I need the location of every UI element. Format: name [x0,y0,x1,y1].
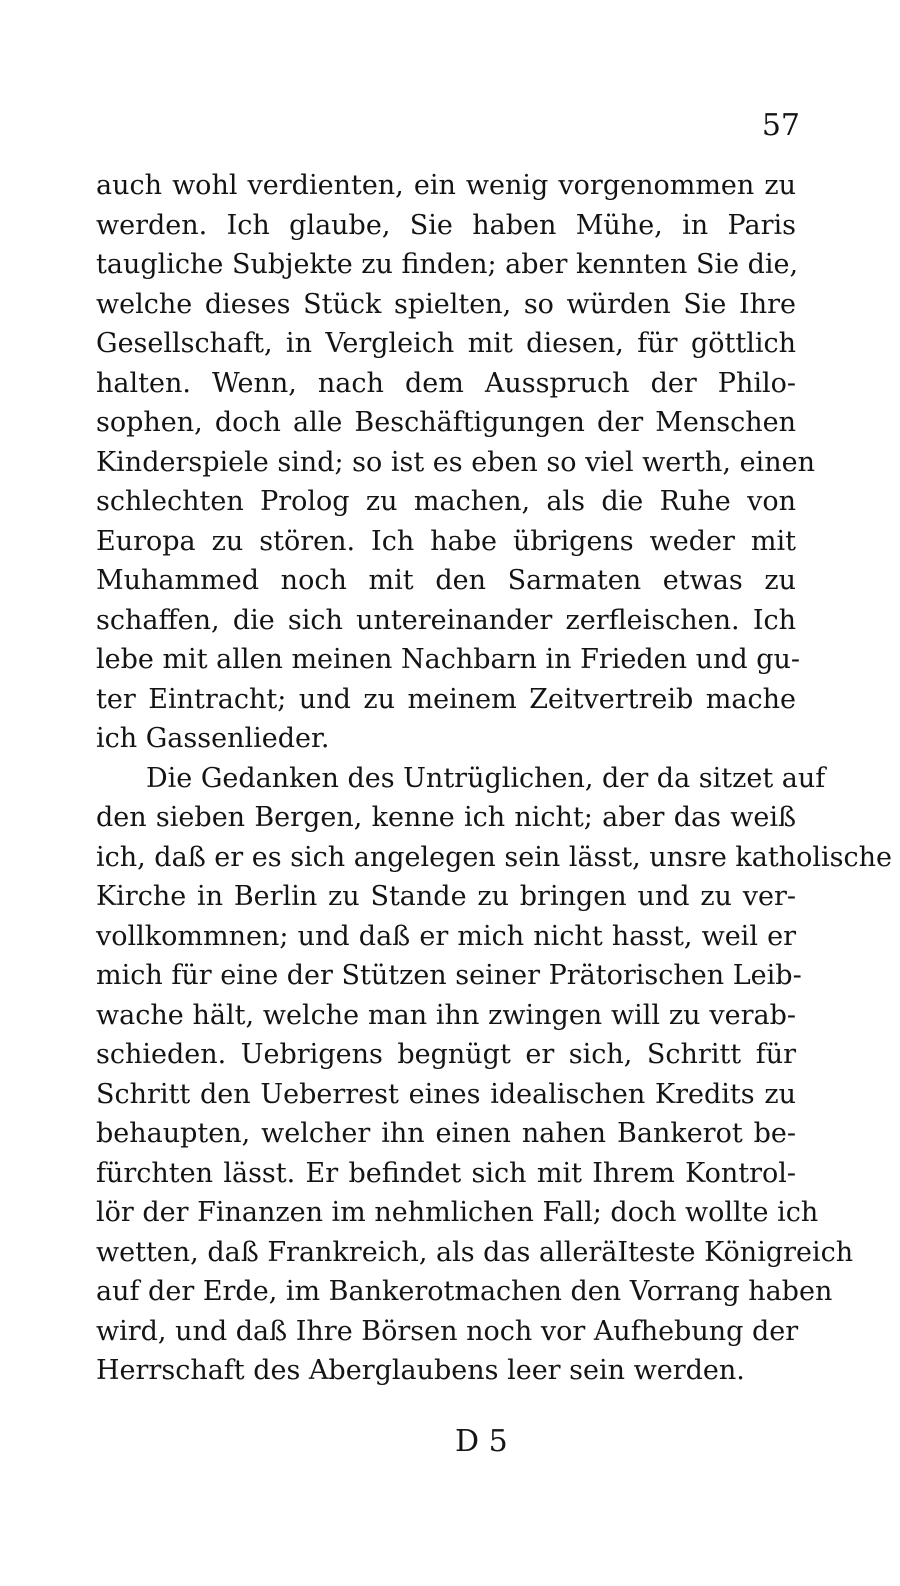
text-line: Muhammed noch mit den Sarmaten etwas zu [96,565,796,596]
text-line: welche dieses Stück spielten, so würden Sie Ihre [96,288,796,320]
text-line: behaupten, welcher ihn einen nahen Bankerot be- [96,1118,796,1149]
signature-mark: D 5 [455,1424,508,1459]
text-line: halten. Wenn, nach dem Ausspruch der Philo- [96,367,796,399]
text-line: taugliche Subjekte zu finden; aber kennten Sie die, [96,249,799,280]
text-line: fürchten lässt. Er befindet sich mit Ihrem Kontrol- [96,1157,796,1189]
text-line: lör der Finanzen im nehmlichen Fall; doch wollte ich [96,1197,819,1228]
text-line: Kirche in Berlin zu Stande zu bringen und zu ver- [96,881,796,912]
text-line: wache hält, welche man ihn zwingen will zu verab- [96,999,796,1031]
text-line: ter Eintracht; und zu meinem Zeitvertreib mache [96,683,796,715]
text-line: Gesellschaft, in Vergleich mit diesen, für göttlich [96,328,796,359]
text-line: werden. Ich glaube, Sie haben Mühe, in Paris [96,209,796,241]
text-line: Kinderspiele sind; so ist es eben so viel werth, einen [96,446,815,478]
text-line: schlechten Prolog zu machen, als die Ruhe von [96,486,796,517]
page-number: 57 [761,108,800,143]
text-line: den sieben Bergen, kenne ich nicht; aber das weiß [96,802,796,833]
text-line: mich für eine der Stützen seiner Prätorischen Leib- [96,960,802,991]
text-line: ich Gassenlieder. [96,723,330,754]
text-line: Die Gedanken des Untrüglichen, der da sitzet auf [146,762,826,794]
text-line: auch wohl verdienten, ein wenig vorgenommen zu [96,170,796,201]
text-line: auf der Erde, im Bankerotmachen den Vorrang haben [96,1276,833,1307]
text-line: schaffen, die sich untereinander zerfleischen. Ich [96,604,796,636]
text-line: lebe mit allen meinen Nachbarn in Frieden und gu- [96,644,801,675]
text-line: wird, und daß Ihre Börsen noch vor Aufhebung der [96,1315,799,1347]
text-line: vollkommnen; und daß er mich nicht hasst, weil er [96,920,796,952]
text-line: schieden. Uebrigens begnügt er sich, Schritt für [96,1039,796,1070]
text-line: Europa zu stören. Ich habe übrigens weder mit [96,525,796,557]
body-text [96,166,892,1391]
text-line: Herrschaft des Aberglaubens leer sein werden. [96,1355,745,1386]
text-line: sophen, doch alle Beschäftigungen der Menschen [96,407,796,438]
text-line: ich, daß er es sich angelegen sein lässt, unsre katholische [96,841,892,873]
text-line: Schritt den Ueberrest eines idealischen Kredits zu [96,1078,796,1110]
text-line: wetten, daß Frankreich, als das alleräIteste Königreich [96,1236,854,1268]
